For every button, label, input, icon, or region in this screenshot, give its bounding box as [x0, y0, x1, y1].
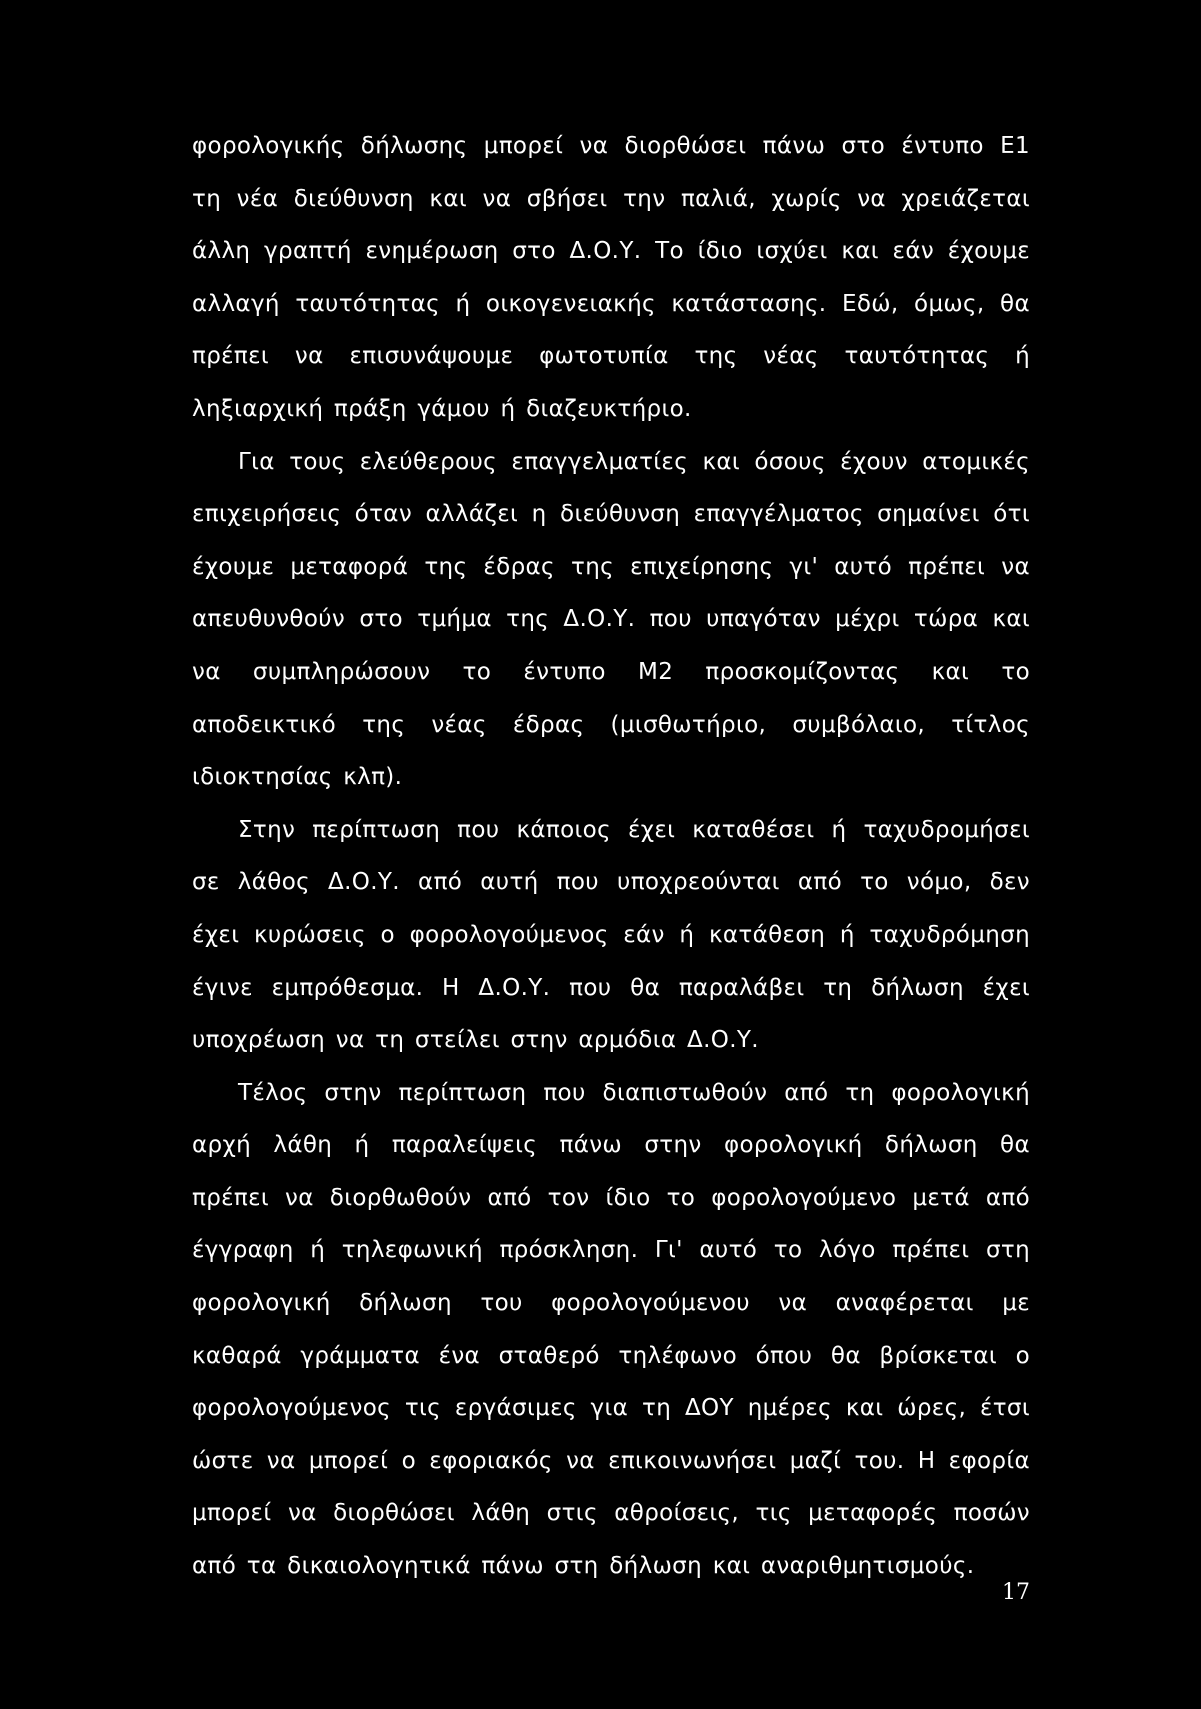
text-line: φορολογικής δήλωσης μπορεί να διορθώσει πάνω στο έντυπο Ε1 — [192, 133, 1030, 159]
text-line: φορολογική δήλωση του φορολογούμενου να αναφέρεται με — [192, 1290, 1030, 1317]
paragraph-wrong-tax-office — [192, 804, 1030, 1067]
text-line: να συμπληρώσουν το έντυπο Μ2 προσκομίζοντας και το — [192, 658, 1030, 685]
text-line: σε λάθος Δ.Ο.Υ. από αυτή που υποχρεούνται από το νόμο, δεν — [192, 869, 1030, 896]
text-line: ιδιοκτησίας κλπ). — [192, 764, 403, 791]
text-line: αρχή λάθη ή παραλείψεις πάνω στην φορολογική δήλωση θα — [192, 1132, 1030, 1159]
text-line: ληξιαρχική πράξη γάμου ή διαζευκτήριο. — [192, 395, 692, 422]
text-line: υποχρέωση να τη στείλει στην αρμόδια Δ.Ο.Υ. — [192, 1027, 759, 1054]
text-line: επιχειρήσεις όταν αλλάζει η διεύθυνση επαγγέλματος σημαίνει ότι — [192, 501, 1030, 528]
document-body — [192, 120, 1030, 1593]
text-line: Για τους ελεύθερους επαγγελματίες και όσους έχουν ατομικές — [238, 448, 1030, 475]
text-line: έγγραφη ή τηλεφωνική πρόσκληση. Γι' αυτό το λόγο πρέπει στη — [192, 1237, 1030, 1264]
text-line: Τέλος στην περίπτωση που διαπιστωθούν από τη φορολογική — [238, 1079, 1030, 1106]
page-number: 17 — [1002, 1580, 1030, 1605]
text-line: ώστε να μπορεί ο εφοριακός να επικοινωνήσει μαζί του. Η εφορία — [192, 1447, 1030, 1474]
paragraph-address-change — [192, 120, 1030, 436]
text-line: Στην περίπτωση που κάποιος έχει καταθέσει ή ταχυδρομήσει — [238, 816, 1030, 843]
text-line: αλλαγή ταυτότητας ή οικογενειακής κατάστασης. Εδώ, όμως, θα — [192, 290, 1030, 317]
paragraph-freelancers — [192, 436, 1030, 804]
text-line: έχουμε μεταφορά της έδρας της επιχείρησης γι' αυτό πρέπει να — [192, 553, 1030, 580]
text-line: πρέπει να επισυνάψουμε φωτοτυπία της νέας ταυτότητας ή — [192, 343, 1030, 370]
text-line: πρέπει να διορθωθούν από τον ίδιο το φορολογούμενο μετά από — [192, 1184, 1030, 1211]
text-line: μπορεί να διορθώσει λάθη στις αθροίσεις, τις μεταφορές ποσών — [192, 1500, 1030, 1527]
text-line: έχει κυρώσεις ο φορολογούμενος εάν ή κατάθεση ή ταχυδρόμηση — [192, 921, 1030, 948]
text-line: από τα δικαιολογητικά πάνω στη δήλωση και αναριθμητισμούς. — [192, 1553, 975, 1580]
text-line: απευθυνθούν στο τμήμα της Δ.Ο.Υ. που υπαγόταν μέχρι τώρα και — [192, 606, 1030, 633]
text-line: αποδεικτικό της νέας έδρας (μισθωτήριο, συμβόλαιο, τίτλος — [192, 711, 1030, 738]
text-line: τη νέα διεύθυνση και να σβήσει την παλιά, χωρίς να χρειάζεται — [192, 185, 1030, 212]
text-line: φορολογούμενος τις εργάσιμες για τη ΔΟΥ ημέρες και ώρες, έτσι — [192, 1395, 1030, 1422]
text-line: καθαρά γράμματα ένα σταθερό τηλέφωνο όπου θα βρίσκεται ο — [192, 1342, 1030, 1369]
paragraph-errors-correction — [192, 1067, 1030, 1593]
text-line: άλλη γραπτή ενημέρωση στο Δ.Ο.Υ. Το ίδιο ισχύει και εάν έχουμε — [192, 238, 1030, 265]
text-line: έγινε εμπρόθεσμα. Η Δ.Ο.Υ. που θα παραλάβει τη δήλωση έχει — [192, 974, 1030, 1001]
